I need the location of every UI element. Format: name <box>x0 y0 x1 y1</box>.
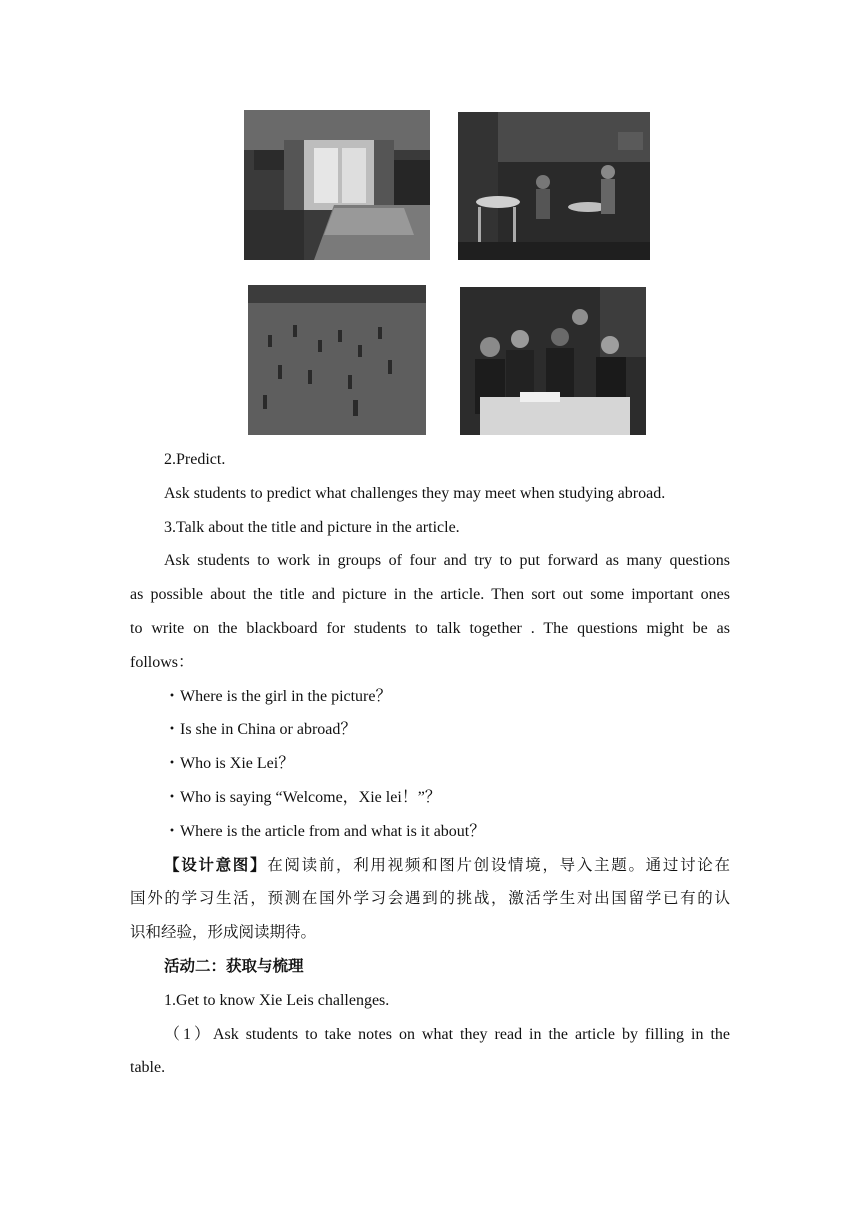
paragraph-line: Ask students to predict what challenges they may meet when studying abroad. <box>164 484 666 502</box>
design-intent-text: 在阅读前，利用视频和图片创设情境，导入主题。通过讨论在 <box>267 855 730 874</box>
design-intent-line <box>130 849 730 883</box>
cafe-photo <box>458 112 650 260</box>
question-item: ・Who is saying “Welcome，Xie lei！”？ <box>164 788 441 806</box>
body-text <box>130 443 730 1085</box>
design-intent-line: 国外的学习生活，预测在国外学习会遇到的挑战，激活学生对出国留学已有的认 <box>130 889 730 908</box>
paragraph-line: follows： <box>130 653 195 671</box>
paragraph-line: （1）Ask students to take notes on what they read in the article by filling in the <box>164 1025 730 1043</box>
activity-heading: 活动二：获取与梳理 <box>164 956 304 975</box>
students-meeting-photo <box>460 287 646 435</box>
section-heading: 1.Get to know Xie Leis challenges. <box>164 991 390 1009</box>
paragraph-line: to write on the blackboard for students to talk together . The questions might be as <box>130 619 730 637</box>
photo-grid <box>244 110 652 436</box>
section-heading: 3.Talk about the title and picture in the article. <box>164 518 460 536</box>
dorm-room-photo <box>244 110 430 260</box>
design-intent-label: 【设计意图】 <box>164 855 268 874</box>
design-intent-line: 识和经验，形成阅读期待。 <box>130 923 317 942</box>
paragraph-line: table. <box>130 1059 166 1077</box>
paragraph-line: as possible about the title and picture in the article. Then sort out some important ones <box>130 586 730 604</box>
question-item: ・Is she in China or abroad？ <box>164 721 357 739</box>
paragraph-line: Ask students to work in groups of four and try to put forward as many questions <box>164 552 730 570</box>
question-item: ・Where is the article from and what is it about？ <box>164 822 486 840</box>
section-heading: 2.Predict. <box>164 451 226 468</box>
sports-field-photo <box>248 285 426 435</box>
question-item: ・Who is Xie Lei？ <box>164 755 295 773</box>
question-item: ・Where is the girl in the picture？ <box>164 687 392 705</box>
